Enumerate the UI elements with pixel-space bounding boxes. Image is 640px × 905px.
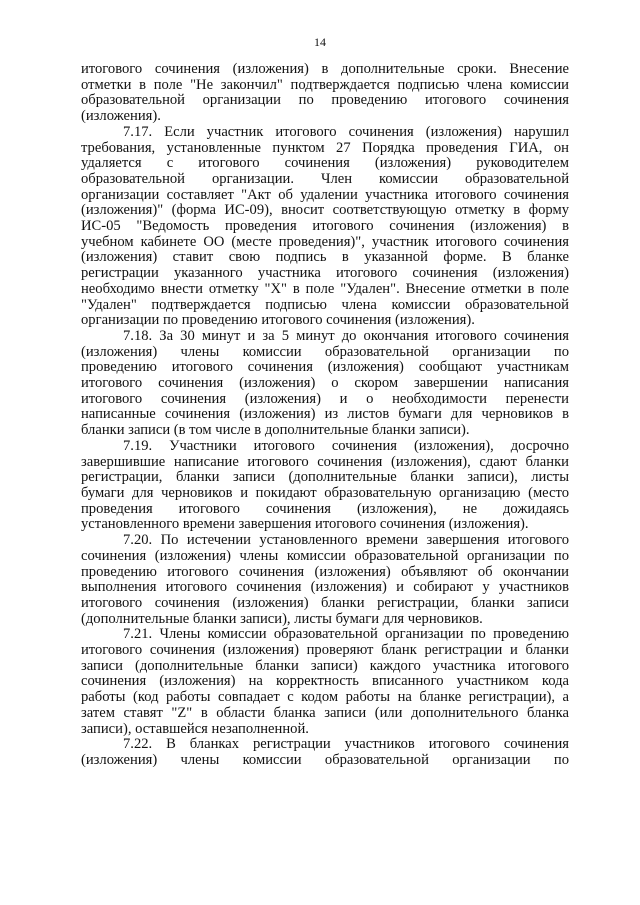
- text-line: регистрации, бланки записи (дополнительные бланки записи), листы: [81, 469, 569, 486]
- text-line: завершившие написание итогового сочинения (изложения), сдают бланки: [81, 453, 569, 470]
- text-line: бумаги для черновиков и покидают образовательную организацию (место: [81, 484, 569, 501]
- text-line: бланки записи (в том числе в дополнительные бланки записи).: [81, 422, 470, 439]
- text-line: 7.20. По истечении установленного времени завершения итогового: [123, 532, 569, 549]
- text-line: 7.19. Участники итогового сочинения (изложения), досрочно: [123, 437, 569, 454]
- text-line: работы (код работы совпадает с кодом работы на бланке регистрации), а: [81, 689, 569, 706]
- text-line: итогового сочинения (изложения) в дополнительные сроки. Внесение: [81, 61, 569, 77]
- text-line: регистрации указанного участника итогового сочинения (изложения): [81, 265, 569, 282]
- text-line: сочинения (изложения) члены комиссии образовательной организации по: [81, 547, 569, 564]
- text-line: учебном кабинете ОО (месте проведения)", участник итогового сочинения: [81, 233, 569, 250]
- paragraph-p-7-19: [81, 439, 569, 533]
- text-line: написанные сочинения (изложения) из листов бумаги для черновиков в: [81, 406, 569, 423]
- text-line: необходимо внести отметку "X" в поле "Удален". Внесение отметки в поле: [81, 280, 569, 297]
- text-line: выполнения итогового сочинения (изложения) и собирают у участников: [81, 579, 569, 596]
- text-line: образовательной организации. Член комиссии образовательной: [81, 170, 569, 187]
- paragraph-p-cont: [81, 62, 569, 125]
- text-line: итогового сочинения (изложения) бланки регистрации, бланки записи: [81, 594, 569, 611]
- text-line: итогового сочинения (изложения) проверяют бланк регистрации и бланки: [81, 642, 569, 659]
- text-line: образовательной организации по проведению итогового сочинения: [81, 92, 569, 109]
- text-line: (дополнительные бланки записи), листы бумаги для черновиков.: [81, 610, 483, 627]
- text-line: организации составляет "Акт об удалении участника итогового сочинения: [81, 186, 569, 203]
- text-line: проведения итогового сочинения (изложения), не дожидаясь: [81, 500, 569, 517]
- paragraph-p-7-22: [81, 737, 569, 768]
- text-line: (изложения) члены комиссии образовательной организации по: [81, 751, 569, 768]
- text-line: 7.21. Члены комиссии образовательной организации по проведению: [123, 626, 569, 643]
- text-line: "Удален" подтверждается подписью члена комиссии образовательной: [81, 296, 569, 313]
- text-line: установленного времени завершения итогового сочинения (изложения).: [81, 516, 529, 533]
- text-line: (изложения).: [81, 108, 161, 125]
- text-line: записи (дополнительные бланки записи) каждого участника итогового: [81, 657, 569, 674]
- text-line: 7.22. В бланках регистрации участников итогового сочинения: [123, 736, 569, 753]
- text-line: отметки в поле "Не закончил" подтверждается подписью члена комиссии: [81, 76, 569, 93]
- text-line: записи), оставшейся незаполненной.: [81, 720, 309, 737]
- paragraph-p-7-21: [81, 627, 569, 737]
- text-line: ИС-05 "Ведомость проведения итогового сочинения (изложения) в: [81, 218, 569, 235]
- text-line: удаляется с итогового сочинения (изложения) руководителем: [81, 155, 569, 172]
- text-line: проведению итогового сочинения (изложения) сообщают участникам: [81, 359, 569, 376]
- text-line: требования, установленные пунктом 27 Порядка проведения ГИА, он: [81, 139, 569, 156]
- text-line: итогового сочинения (изложения) и о необходимости перенести: [81, 390, 569, 407]
- text-line: (изложения) ставит свою подпись в указанной форме. В бланке: [81, 249, 569, 266]
- text-line: итогового сочинения (изложения) о скором завершении написания: [81, 375, 569, 392]
- page-number: 14: [314, 35, 326, 49]
- text-line: проведению итогового сочинения (изложения) объявляют об окончании: [81, 563, 569, 580]
- text-line: организации по проведению итогового сочинения (изложения).: [81, 312, 475, 329]
- paragraph-p-7-18: [81, 329, 569, 439]
- document-body: [81, 62, 569, 769]
- text-line: затем ставят "Z" в области бланка записи (или дополнительного бланка: [81, 704, 569, 721]
- text-line: 7.17. Если участник итогового сочинения (изложения) нарушил: [123, 123, 569, 140]
- text-line: сочинения (изложения) на корректность вписанного участником кода: [81, 673, 569, 690]
- paragraph-p-7-17: [81, 125, 569, 329]
- text-line: (изложения) члены комиссии образовательной организации по: [81, 343, 569, 360]
- paragraph-p-7-20: [81, 533, 569, 627]
- text-line: 7.18. За 30 минут и за 5 минут до окончания итогового сочинения: [123, 327, 569, 344]
- text-line: (изложения)" (форма ИС-09), вносит соответствующую отметку в форму: [81, 202, 569, 219]
